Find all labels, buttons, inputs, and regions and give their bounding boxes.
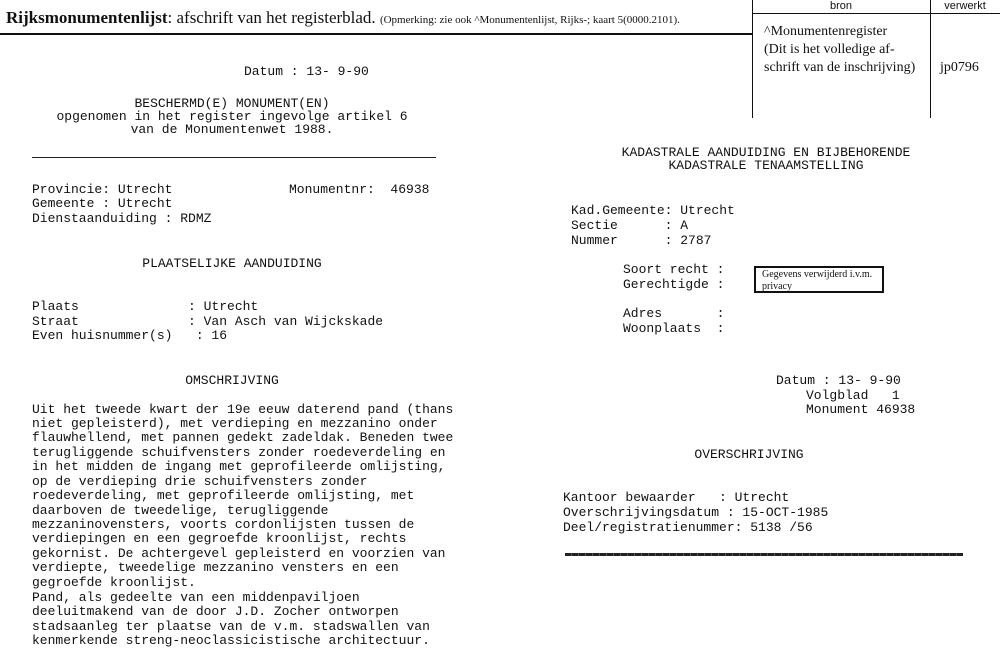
omschrijving-line: gegroefde kroonlijst. bbox=[32, 575, 196, 590]
meta-header-rule bbox=[752, 13, 1000, 14]
monument-heading-line: opgenomen in het register ingevolge artikel 6 bbox=[56, 109, 408, 124]
omschrijving-line: deeluitmakend van de door J.D. Zocher ontworpen bbox=[32, 604, 399, 619]
omschrijving-line: Uit het tweede kwart der 19e eeuw daterend pand (thans bbox=[32, 402, 454, 417]
kadastrale-heading-line: KADASTRALE TENAAMSTELLING bbox=[668, 158, 864, 173]
overschrijvingsdatum: Overschrijvingsdatum : 15-OCT-1985 bbox=[563, 505, 829, 520]
right-separator bbox=[565, 553, 963, 556]
omschrijving-line: flauwhellend, met pannen gedekt zadeldak. Beneden twee bbox=[32, 430, 454, 445]
meta-table bbox=[752, 0, 1000, 118]
title-note: (Opmerking: zie ook ^Monumentenlijst, Rijks-; kaart 5(0000.2101). bbox=[379, 14, 680, 26]
volgblad: Volgblad 1 bbox=[806, 388, 900, 403]
omschrijving-line: kenmerkende streng-neoclassicistische architectuur. bbox=[32, 633, 430, 648]
omschrijving-line: op de verdieping drie schuifvensters zonder bbox=[32, 474, 368, 489]
title-rest: : afschrift van het registerblad. bbox=[167, 8, 376, 27]
monument-heading-line: BESCHERMD(E) MONUMENT(EN) bbox=[134, 96, 330, 111]
omschrijving-line: roedeverdeling, met geprofileerde omlijsting, met bbox=[32, 488, 415, 503]
sectie: Sectie : A bbox=[571, 218, 689, 233]
dienstaanduiding: Dienstaanduiding : RDMZ bbox=[32, 211, 212, 226]
meta-divider-left bbox=[752, 0, 753, 118]
omschrijving-line: niet gepleisterd), met verdieping en mezzanino onder bbox=[32, 416, 438, 431]
meta-bron-line: ^Monumentenregister bbox=[764, 24, 888, 39]
meta-verwerkt-value: jp0796 bbox=[940, 60, 979, 75]
provincie: Provincie: Utrecht bbox=[32, 182, 173, 197]
omschrijving-line: terugliggende schuifvensters zonder roedeverdeling en bbox=[32, 445, 446, 460]
plaats: Plaats : Utrecht bbox=[32, 299, 259, 314]
document-title bbox=[6, 8, 680, 28]
monumentnr: Monumentnr: 46938 bbox=[289, 182, 430, 197]
adres: Adres : bbox=[623, 306, 725, 321]
kadastrale-heading-line: KADASTRALE AANDUIDING EN BIJBEHORENDE bbox=[621, 145, 911, 160]
woonplaats: Woonplaats : bbox=[623, 321, 725, 336]
left-separator bbox=[32, 157, 436, 158]
omschrijving-line: Pand, als gedeelte van een middenpaviljoen bbox=[32, 590, 360, 605]
monument-number: Monument 46938 bbox=[806, 402, 916, 417]
nummer: Nummer : 2787 bbox=[571, 233, 712, 248]
omschrijving-line: verdiepte, tweedelige mezzanino vensters en een bbox=[32, 560, 399, 575]
meta-col-bron: bron bbox=[829, 0, 853, 12]
gerechtigde: Gerechtigde : bbox=[623, 277, 725, 292]
overschrijving-heading: OVERSCHRIJVING bbox=[694, 447, 804, 462]
privacy-redaction-box: Gegevens verwijderd i.v.m. privacy bbox=[754, 266, 884, 293]
meta-col-verwerkt: verwerkt bbox=[944, 0, 986, 12]
kad-gemeente: Kad.Gemeente: Utrecht bbox=[571, 203, 735, 218]
omschrijving-line: mezzaninovensters, voorts cordonlijsten tussen de bbox=[32, 517, 415, 532]
huisnummer: Even huisnummer(s) : 16 bbox=[32, 328, 228, 343]
deel-registratienummer: Deel/registratienummer: 5138 /56 bbox=[563, 520, 813, 535]
meta-divider-mid bbox=[930, 0, 931, 118]
left-datum: Datum : 13- 9-90 bbox=[244, 64, 369, 79]
straat: Straat : Van Asch van Wijckskade bbox=[32, 314, 384, 329]
meta-bron-line: (Dit is het volledige af- bbox=[764, 42, 895, 57]
omschrijving-line: verdiepingen en een gegroefde kroonlijst, rechts bbox=[32, 531, 407, 546]
header-rule bbox=[0, 33, 752, 35]
monument-heading-line: van de Monumentenwet 1988. bbox=[130, 122, 334, 137]
title-bold: Rijksmonumentenlijst bbox=[6, 8, 168, 27]
omschrijving-line: stadsaanleg ter plaatse van de v.m. stadswallen van bbox=[32, 619, 430, 634]
soort-recht: Soort recht : bbox=[623, 262, 725, 277]
meta-bron-line: schrift van de inschrijving) bbox=[764, 60, 916, 75]
right-datum: Datum : 13- 9-90 bbox=[776, 373, 901, 388]
omschrijving-line: in het midden de ingang met geprofileerde omlijsting, bbox=[32, 459, 446, 474]
omschrijving-heading: OMSCHRIJVING bbox=[185, 373, 279, 388]
omschrijving-line: gekornist. De achtergevel gepleisterd en voorzien van bbox=[32, 546, 446, 561]
gemeente: Gemeente : Utrecht bbox=[32, 196, 173, 211]
omschrijving-line: daarboven de tweedelige, terugliggende bbox=[32, 503, 329, 518]
plaatselijke-heading: PLAATSELIJKE AANDUIDING bbox=[142, 256, 322, 271]
kantoor-bewaarder: Kantoor bewaarder : Utrecht bbox=[563, 490, 790, 505]
